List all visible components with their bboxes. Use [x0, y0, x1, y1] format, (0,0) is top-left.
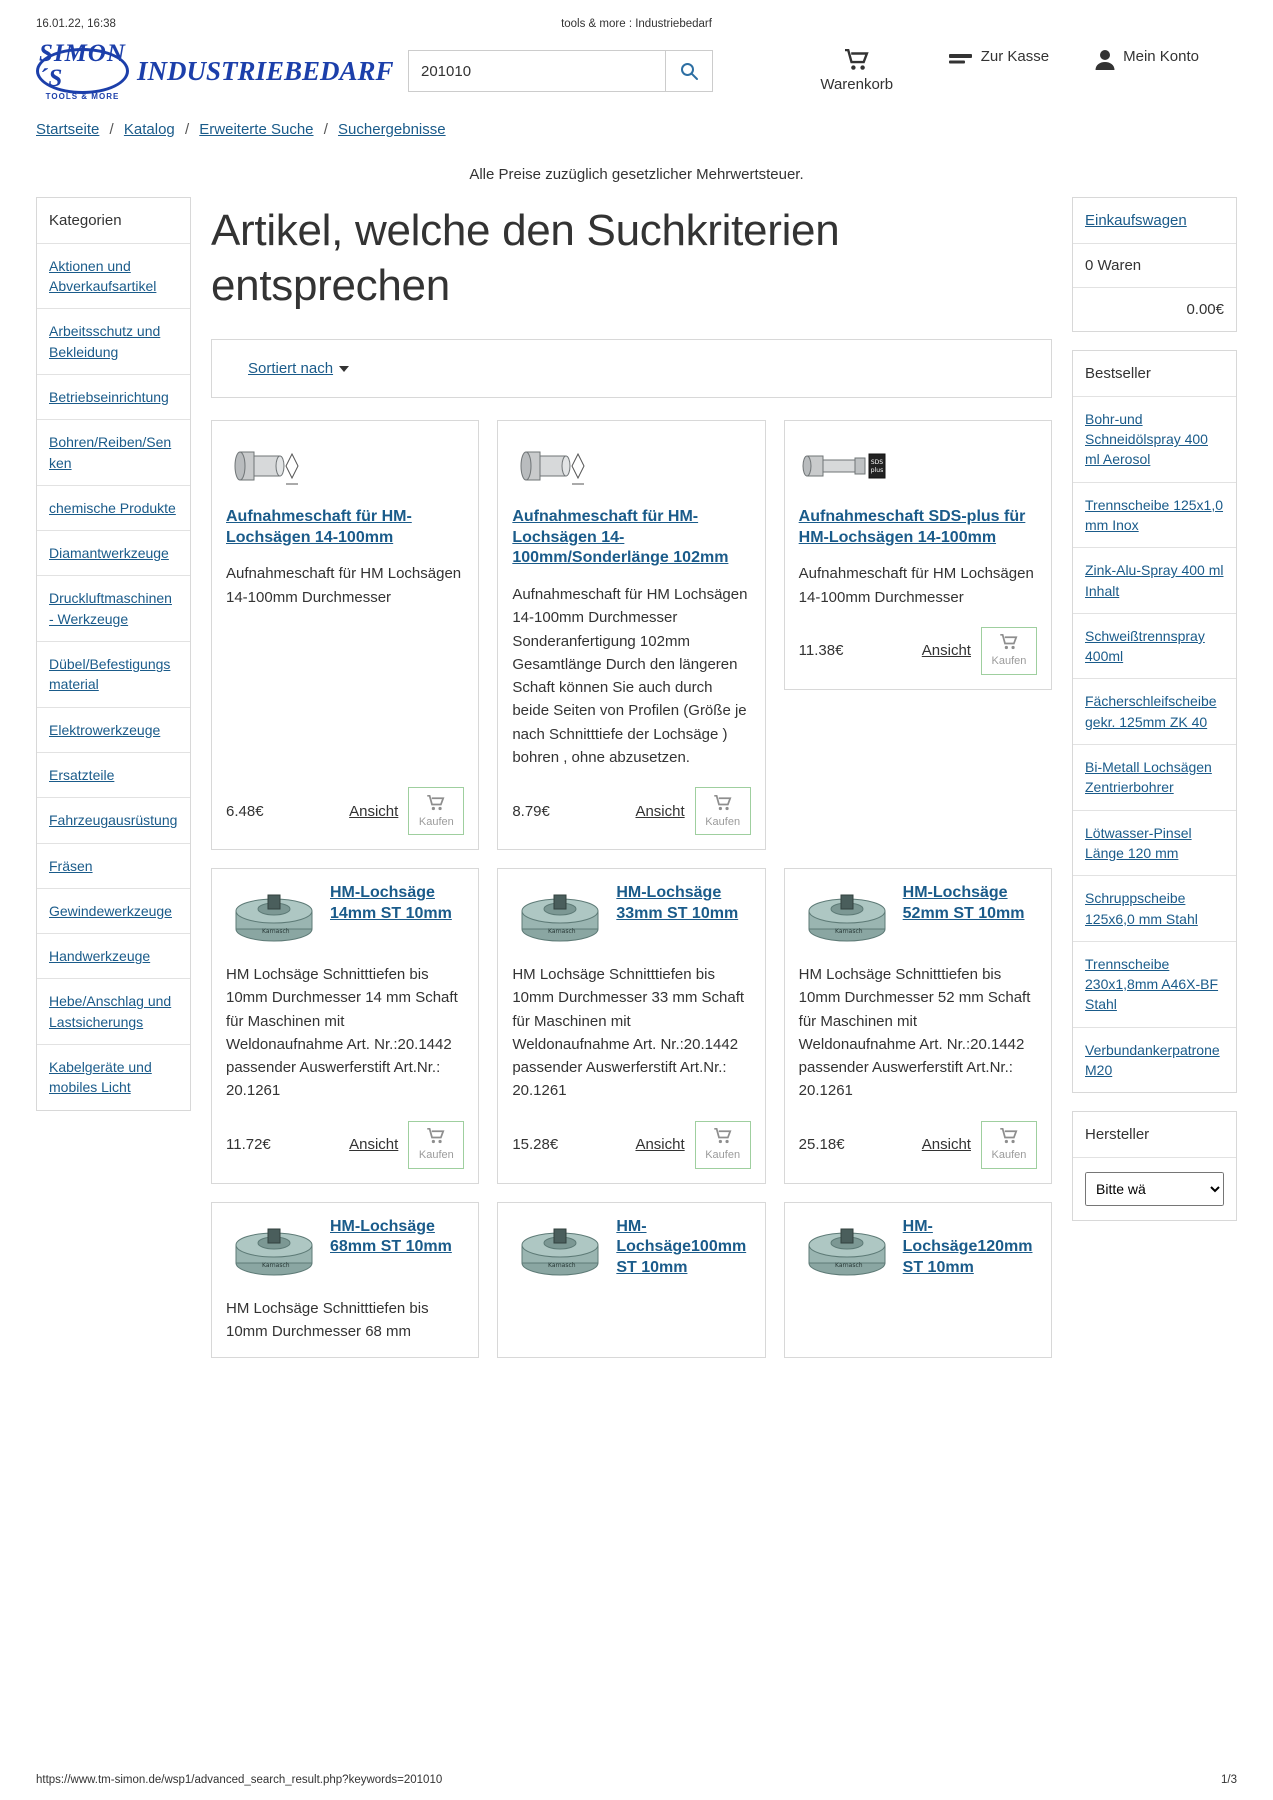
product-image[interactable] — [512, 1217, 608, 1283]
product-description: HM Lochsäge Schnitttiefen bis 10mm Durchmesser 14 mm Schaft für Maschinen mit Weldonaufnahme Art. Nr.:20.1442 passender Auswerferstift Art.Nr.: 20.1261 — [226, 966, 458, 1100]
svg-text:Karnasch: Karnasch — [834, 1261, 863, 1269]
bestseller-item[interactable]: Schweißtrennspray 400ml — [1073, 613, 1236, 679]
category-item[interactable]: Fräsen — [37, 843, 190, 888]
product-image[interactable] — [799, 883, 895, 949]
product-description: Aufnahmeschaft für HM Lochsägen 14-100mm Durchmesser — [798, 565, 1034, 606]
sort-dropdown[interactable] — [248, 360, 333, 377]
search-input[interactable] — [408, 50, 665, 92]
product-price: 11.38€ — [798, 642, 844, 660]
sort-bar — [211, 339, 1052, 398]
product-image[interactable] — [799, 1217, 895, 1283]
product-title[interactable]: Aufnahmeschaft für HM-Lochsägen 14-100mm/Sonderlänge 102mm — [512, 507, 729, 567]
bestseller-panel — [1072, 350, 1237, 1094]
page-url: https://www.tm-simon.de/wsp1/advanced_search_result.php?keywords=201010 — [36, 1774, 443, 1786]
product-title[interactable]: HM-Lochsäge 52mm ST 10mm — [902, 884, 1025, 922]
buy-button[interactable] — [408, 787, 464, 835]
checkout-action[interactable] — [949, 48, 1049, 95]
category-item[interactable]: Druckluftmaschinen - Werkzeuge — [37, 575, 190, 641]
svg-text:Karnasch: Karnasch — [548, 928, 576, 936]
svg-text:Karnasch: Karnasch — [262, 928, 290, 936]
category-item[interactable]: Diamantwerkzeuge — [37, 530, 190, 575]
buy-button[interactable] — [695, 1121, 751, 1169]
category-item[interactable]: Kabelgeräte und mobiles Licht — [37, 1044, 190, 1110]
breadcrumb-separator: / — [323, 120, 328, 138]
product-description: HM Lochsäge Schnitttiefen bis 10mm Durchmesser 52 mm Schaft für Maschinen mit Weldonaufnahme Art. Nr.:20.1442 passender Auswerferstift Art.Nr.: 20.1261 — [798, 966, 1031, 1100]
bestseller-item[interactable]: Trennscheibe 230x1,8mm A46X-BF Stahl — [1073, 941, 1236, 1027]
cart-icon — [714, 1128, 732, 1147]
category-item[interactable]: Dübel/Befestigungsmaterial — [37, 641, 190, 707]
arbor-sds-icon — [801, 438, 893, 494]
print-header — [0, 0, 1273, 36]
breadcrumb-item-suchergebnisse[interactable]: Suchergebnisse — [338, 120, 446, 138]
cart-icon — [427, 795, 445, 814]
svg-text:Karnasch: Karnasch — [834, 928, 863, 936]
search-icon — [679, 61, 699, 81]
site-header — [36, 36, 1237, 109]
categories-list — [37, 243, 190, 1110]
buy-button[interactable] — [981, 627, 1037, 675]
product-card[interactable] — [784, 868, 1052, 1184]
product-price: 8.79€ — [512, 802, 550, 820]
manufacturer-select[interactable] — [1085, 1172, 1224, 1206]
bestseller-item[interactable]: Bohr-und Schneidölspray 400 ml Aerosol — [1073, 396, 1236, 482]
bestseller-item[interactable]: Fächerschleifscheibe gekr. 125mm ZK 40 — [1073, 678, 1236, 744]
svg-text:Karnasch: Karnasch — [262, 1261, 290, 1269]
search-button[interactable] — [665, 50, 713, 92]
product-image[interactable] — [226, 435, 322, 497]
product-title[interactable]: HM-Lochsäge 33mm ST 10mm — [616, 884, 739, 922]
cart-icon — [845, 48, 869, 72]
user-icon — [1095, 48, 1115, 72]
checkout-label: Zur Kasse — [980, 48, 1050, 65]
holesaw-icon — [514, 885, 606, 947]
category-item[interactable]: Ersatzteile — [37, 752, 190, 797]
bestseller-item[interactable]: Bi-Metall Lochsägen Zentrierbohrer — [1073, 744, 1236, 810]
buy-label: Kaufen — [705, 1149, 741, 1162]
view-button[interactable]: Ansicht — [921, 1136, 971, 1154]
checkout-icon — [949, 48, 973, 72]
cart-action[interactable] — [811, 48, 903, 95]
sort-label: Sortiert nach — [248, 359, 334, 377]
cart-icon — [714, 795, 732, 814]
bestseller-title: Bestseller — [1085, 364, 1151, 382]
view-button[interactable]: Ansicht — [635, 1136, 685, 1154]
bestseller-list — [1073, 396, 1236, 1093]
chevron-down-icon[interactable] — [339, 366, 349, 372]
product-title[interactable]: HM-Lochsäge 14mm ST 10mm — [330, 884, 452, 922]
arbor-icon — [514, 438, 606, 494]
product-title[interactable]: HM-Lochsäge100mm ST 10mm — [616, 1217, 747, 1277]
product-card[interactable] — [211, 420, 479, 850]
product-card[interactable] — [211, 868, 479, 1184]
category-item[interactable]: Handwerkzeuge — [37, 933, 190, 978]
logo-sub-text: TOOLS & MORE — [45, 92, 120, 102]
breadcrumb — [36, 109, 1237, 144]
category-item[interactable]: Aktionen und Abverkaufsartikel — [37, 243, 190, 309]
tax-note: Alle Preise zuzüglich gesetzlicher Mehrwertsteuer. — [469, 165, 804, 183]
buy-label: Kaufen — [418, 1149, 454, 1162]
product-card[interactable] — [211, 1202, 479, 1359]
bestseller-item[interactable]: Zink-Alu-Spray 400 ml Inhalt — [1073, 547, 1236, 613]
product-description: Aufnahmeschaft für HM Lochsägen 14-100mm Durchmesser Sonderanfertigung 102mm Gesamtlänge Durch den längeren Schaft können Sie auch durch beide Seiten von Profilen (Größe je nach Schnitttiefe der Lochsäge ) bohren , ohne abzusetzen. — [512, 586, 748, 766]
buy-label: Kaufen — [991, 655, 1027, 668]
category-item[interactable]: Gewindewerkzeuge — [37, 888, 190, 933]
view-button[interactable]: Ansicht — [921, 642, 971, 660]
product-card[interactable] — [497, 420, 765, 850]
product-title[interactable]: Aufnahmeschaft SDS-plus für HM-Lochsägen 14-100mm — [798, 507, 1026, 546]
buy-button[interactable] — [981, 1121, 1037, 1169]
product-card[interactable] — [497, 1202, 765, 1359]
category-item[interactable]: Betriebseinrichtung — [37, 374, 190, 419]
header-actions — [811, 48, 1237, 95]
breadcrumb-item-startseite[interactable]: Startseite — [36, 120, 100, 138]
bestseller-item[interactable]: Trennscheibe 125x1,0 mm Inox — [1073, 482, 1236, 548]
breadcrumb-item-katalog[interactable]: Katalog — [123, 120, 175, 138]
product-price: 25.18€ — [798, 1136, 845, 1154]
holesaw-icon — [801, 885, 893, 947]
product-description: HM Lochsäge Schnitttiefen bis 10mm Durchmesser 33 mm Schaft für Maschinen mit Weldonaufnahme Art. Nr.:20.1442 passender Auswerferstift Art.Nr.: 20.1261 — [512, 966, 745, 1100]
product-image[interactable] — [799, 435, 895, 497]
cart-total: 0.00€ — [1073, 287, 1236, 331]
breadcrumb-separator: / — [184, 120, 190, 138]
cart-icon — [427, 1128, 445, 1147]
product-card[interactable] — [497, 868, 765, 1184]
cart-panel-title[interactable]: Einkaufswagen — [1085, 211, 1187, 229]
view-button[interactable]: Ansicht — [635, 802, 685, 820]
manufacturer-title: Hersteller — [1085, 1126, 1150, 1144]
breadcrumb-separator: / — [109, 120, 114, 138]
holesaw-icon — [228, 885, 320, 947]
categories-panel — [36, 197, 191, 1111]
arbor-icon — [228, 438, 320, 494]
category-item[interactable]: Hebe/Anschlag und Lastsicherungs — [37, 978, 190, 1044]
bestseller-item[interactable]: Lötwasser-Pinsel Länge 120 mm — [1073, 810, 1236, 876]
bestseller-item[interactable]: Verbundankerpatrone M20 — [1073, 1027, 1236, 1093]
cart-panel — [1072, 197, 1237, 332]
product-image[interactable] — [512, 435, 608, 497]
buy-label: Kaufen — [705, 815, 741, 828]
product-description: HM Lochsäge Schnitttiefen bis 10mm Durchmesser 68 mm — [226, 1299, 429, 1340]
product-card[interactable] — [784, 1202, 1052, 1359]
svg-text:SDS: SDS — [870, 458, 883, 466]
buy-button[interactable] — [408, 1121, 464, 1169]
buy-label: Kaufen — [991, 1149, 1027, 1162]
product-price: 11.72€ — [226, 1136, 271, 1154]
cart-icon — [1000, 634, 1018, 653]
holesaw-icon — [514, 1219, 606, 1281]
buy-label: Kaufen — [418, 815, 454, 828]
bestseller-item[interactable]: Schruppscheibe 125x6,0 mm Stahl — [1073, 875, 1236, 941]
cart-label: Warenkorb — [820, 76, 894, 93]
product-price: 15.28€ — [512, 1136, 559, 1154]
holesaw-icon — [801, 1219, 893, 1281]
category-item[interactable]: Fahrzeugausrüstung — [37, 797, 190, 842]
print-footer — [0, 1766, 1273, 1800]
cart-icon — [1000, 1128, 1018, 1147]
category-item[interactable]: chemische Produkte — [37, 485, 190, 530]
holesaw-icon — [228, 1219, 320, 1281]
page-title: Artikel, welche den Suchkriterien entsprechen — [211, 205, 840, 310]
view-button[interactable]: Ansicht — [349, 802, 399, 820]
svg-text:Karnasch: Karnasch — [548, 1261, 576, 1269]
print-doc-title: tools & more : Industriebedarf — [561, 18, 712, 30]
site-logo[interactable] — [36, 40, 394, 102]
product-card[interactable] — [784, 420, 1052, 690]
view-button[interactable]: Ansicht — [349, 1136, 399, 1154]
product-image[interactable] — [226, 1217, 322, 1283]
buy-button[interactable] — [695, 787, 751, 835]
logo-badge — [36, 40, 129, 102]
category-item[interactable]: Arbeitsschutz und Bekleidung — [37, 308, 190, 374]
print-datetime: 16.01.22, 16:38 — [36, 18, 116, 30]
product-image[interactable] — [512, 883, 608, 949]
search-box[interactable] — [408, 50, 713, 92]
account-label: Mein Konto — [1123, 48, 1199, 65]
product-title[interactable]: HM-Lochsäge120mm ST 10mm — [902, 1217, 1033, 1277]
product-title[interactable]: HM-Lochsäge 68mm ST 10mm — [330, 1217, 452, 1256]
logo-wordmark: INDUSTRIEBEDARF — [136, 55, 394, 86]
page-number: 1/3 — [1221, 1774, 1237, 1786]
manufacturer-panel — [1072, 1111, 1237, 1221]
category-item[interactable]: Elektrowerkzeuge — [37, 707, 190, 752]
product-image[interactable] — [226, 883, 322, 949]
cart-count: 0 Waren — [1073, 243, 1236, 287]
logo-main-text: SIMON´S — [39, 40, 126, 93]
svg-text:plus: plus — [870, 466, 883, 474]
categories-title: Kategorien — [49, 211, 122, 229]
product-description: Aufnahmeschaft für HM Lochsägen 14-100mm Durchmesser — [226, 565, 462, 606]
account-action[interactable] — [1095, 48, 1199, 95]
product-price: 6.48€ — [226, 802, 264, 820]
breadcrumb-item-erweiterte-suche[interactable]: Erweiterte Suche — [199, 120, 314, 138]
product-grid — [211, 420, 1052, 1358]
product-title[interactable]: Aufnahmeschaft für HM-Lochsägen 14-100mm — [226, 507, 412, 546]
category-item[interactable]: Bohren/Reiben/Senken — [37, 419, 190, 485]
